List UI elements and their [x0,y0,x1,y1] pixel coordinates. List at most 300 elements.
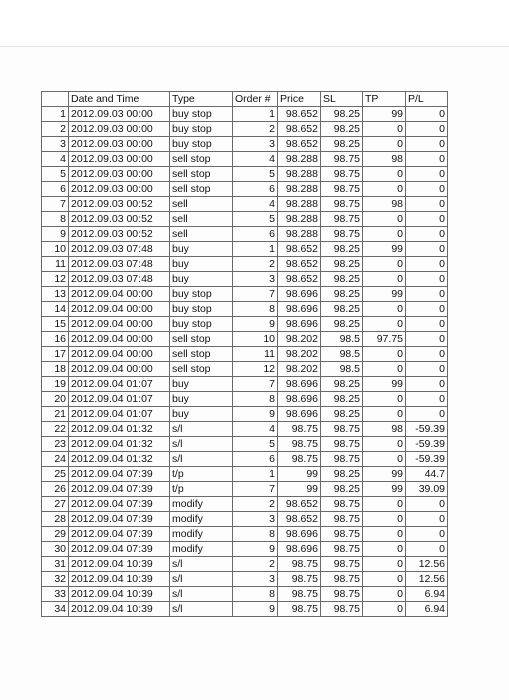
cell-date-time: 2012.09.04 01:07 [69,377,170,392]
cell-pl: 0 [406,242,448,257]
cell-tp: 0 [363,512,406,527]
table-row [42,587,448,602]
cell-type: modify [170,527,233,542]
cell-order-number: 6 [233,182,278,197]
table-row [42,602,448,617]
cell-price: 98.696 [278,302,321,317]
cell-row-index: 2 [42,122,69,137]
cell-pl: 44.7 [406,467,448,482]
cell-tp: 0 [363,392,406,407]
cell-row-index: 18 [42,362,69,377]
cell-date-time: 2012.09.04 00:00 [69,287,170,302]
cell-sl: 98.75 [321,227,363,242]
cell-date-time: 2012.09.04 10:39 [69,587,170,602]
cell-pl: -59.39 [406,422,448,437]
table-row [42,452,448,467]
cell-price: 98.75 [278,557,321,572]
cell-order-number: 1 [233,107,278,122]
cell-type: sell [170,197,233,212]
cell-sl: 98.5 [321,332,363,347]
cell-pl: 0 [406,182,448,197]
cell-sl: 98.5 [321,362,363,377]
cell-date-time: 2012.09.03 07:48 [69,272,170,287]
cell-sl: 98.25 [321,242,363,257]
table-row [42,227,448,242]
cell-pl: 0 [406,542,448,557]
cell-pl: 0 [406,347,448,362]
cell-sl: 98.75 [321,437,363,452]
cell-price: 98.202 [278,332,321,347]
cell-pl: 39.09 [406,482,448,497]
table-row [42,572,448,587]
table-row [42,122,448,137]
cell-price: 98.696 [278,377,321,392]
cell-row-index: 9 [42,227,69,242]
trade-history-table [41,91,448,617]
cell-order-number: 7 [233,287,278,302]
cell-pl: 0 [406,302,448,317]
cell-price: 98.75 [278,587,321,602]
cell-pl: 0 [406,362,448,377]
cell-sl: 98.75 [321,152,363,167]
cell-order-number: 9 [233,542,278,557]
cell-pl: 0 [406,152,448,167]
table-row [42,332,448,347]
cell-price: 98.696 [278,317,321,332]
cell-date-time: 2012.09.03 07:48 [69,242,170,257]
cell-date-time: 2012.09.04 00:00 [69,302,170,317]
cell-sl: 98.25 [321,467,363,482]
cell-pl: 12.56 [406,557,448,572]
table-row [42,287,448,302]
table-row [42,362,448,377]
cell-row-index: 19 [42,377,69,392]
cell-pl: 0 [406,167,448,182]
cell-sl: 98.25 [321,137,363,152]
cell-order-number: 4 [233,422,278,437]
cell-price: 98.75 [278,602,321,617]
header-type: Type [170,92,233,107]
cell-pl: 0 [406,272,448,287]
cell-sl: 98.25 [321,272,363,287]
cell-tp: 0 [363,212,406,227]
cell-price: 98.696 [278,392,321,407]
cell-sl: 98.75 [321,587,363,602]
cell-type: buy stop [170,287,233,302]
cell-price: 98.652 [278,272,321,287]
cell-tp: 0 [363,182,406,197]
header-pl: P/L [406,92,448,107]
table-row [42,317,448,332]
cell-order-number: 1 [233,242,278,257]
cell-date-time: 2012.09.03 00:00 [69,137,170,152]
table-row [42,302,448,317]
cell-sl: 98.5 [321,347,363,362]
table-row [42,107,448,122]
table-row [42,437,448,452]
cell-tp: 99 [363,467,406,482]
cell-sl: 98.75 [321,422,363,437]
cell-row-index: 16 [42,332,69,347]
cell-row-index: 21 [42,407,69,422]
header-tp: TP [363,92,406,107]
table-row [42,197,448,212]
cell-pl: 0 [406,107,448,122]
cell-date-time: 2012.09.04 00:00 [69,362,170,377]
cell-pl: 0 [406,137,448,152]
cell-row-index: 17 [42,347,69,362]
cell-tp: 0 [363,407,406,422]
cell-price: 98.696 [278,527,321,542]
cell-price: 98.75 [278,452,321,467]
cell-row-index: 4 [42,152,69,167]
table-row [42,527,448,542]
cell-price: 98.696 [278,542,321,557]
cell-sl: 98.25 [321,377,363,392]
cell-pl: 12.56 [406,572,448,587]
cell-tp: 98 [363,197,406,212]
cell-date-time: 2012.09.03 00:52 [69,197,170,212]
cell-price: 98.652 [278,122,321,137]
table-row [42,182,448,197]
cell-tp: 0 [363,587,406,602]
cell-type: buy [170,242,233,257]
cell-price: 98.288 [278,212,321,227]
cell-pl: 0 [406,392,448,407]
cell-type: buy [170,272,233,287]
cell-pl: 0 [406,512,448,527]
cell-order-number: 4 [233,152,278,167]
cell-date-time: 2012.09.03 00:00 [69,122,170,137]
cell-order-number: 1 [233,467,278,482]
cell-price: 98.288 [278,227,321,242]
cell-price: 98.202 [278,347,321,362]
cell-tp: 98 [363,422,406,437]
cell-order-number: 7 [233,482,278,497]
cell-type: s/l [170,437,233,452]
table-row [42,242,448,257]
cell-date-time: 2012.09.04 07:39 [69,527,170,542]
cell-type: s/l [170,422,233,437]
cell-type: modify [170,542,233,557]
cell-tp: 99 [363,287,406,302]
cell-tp: 99 [363,107,406,122]
cell-date-time: 2012.09.04 00:00 [69,317,170,332]
cell-pl: -59.39 [406,437,448,452]
cell-order-number: 6 [233,227,278,242]
cell-sl: 98.75 [321,452,363,467]
cell-pl: 0 [406,497,448,512]
table-row [42,482,448,497]
cell-tp: 0 [363,542,406,557]
cell-price: 98.652 [278,242,321,257]
cell-tp: 0 [363,302,406,317]
cell-tp: 0 [363,572,406,587]
cell-type: sell [170,212,233,227]
cell-type: buy stop [170,137,233,152]
cell-type: sell stop [170,332,233,347]
table-row [42,512,448,527]
cell-order-number: 2 [233,257,278,272]
cell-row-index: 23 [42,437,69,452]
cell-tp: 0 [363,527,406,542]
cell-type: s/l [170,452,233,467]
table-row [42,542,448,557]
cell-date-time: 2012.09.03 07:48 [69,257,170,272]
cell-price: 99 [278,482,321,497]
cell-row-index: 3 [42,137,69,152]
cell-tp: 0 [363,272,406,287]
cell-tp: 0 [363,497,406,512]
cell-sl: 98.75 [321,182,363,197]
cell-tp: 0 [363,362,406,377]
cell-row-index: 20 [42,392,69,407]
cell-order-number: 8 [233,587,278,602]
cell-price: 98.75 [278,422,321,437]
cell-pl: 0 [406,122,448,137]
cell-type: t/p [170,482,233,497]
cell-sl: 98.25 [321,392,363,407]
cell-date-time: 2012.09.04 00:00 [69,347,170,362]
cell-date-time: 2012.09.04 01:07 [69,392,170,407]
cell-order-number: 12 [233,362,278,377]
cell-date-time: 2012.09.03 00:00 [69,107,170,122]
table-row [42,392,448,407]
cell-row-index: 22 [42,422,69,437]
cell-tp: 99 [363,377,406,392]
cell-row-index: 11 [42,257,69,272]
cell-pl: 6.94 [406,602,448,617]
cell-pl: 0 [406,332,448,347]
table-row [42,557,448,572]
cell-order-number: 5 [233,212,278,227]
cell-row-index: 10 [42,242,69,257]
cell-date-time: 2012.09.04 01:07 [69,407,170,422]
cell-type: s/l [170,557,233,572]
cell-date-time: 2012.09.03 00:52 [69,212,170,227]
cell-type: sell stop [170,152,233,167]
cell-type: sell stop [170,167,233,182]
cell-row-index: 13 [42,287,69,302]
cell-row-index: 8 [42,212,69,227]
cell-date-time: 2012.09.03 00:00 [69,152,170,167]
header-order-number: Order # [233,92,278,107]
cell-date-time: 2012.09.04 10:39 [69,602,170,617]
cell-order-number: 11 [233,347,278,362]
cell-price: 98.652 [278,497,321,512]
cell-price: 98.288 [278,182,321,197]
cell-date-time: 2012.09.03 00:00 [69,182,170,197]
cell-sl: 98.75 [321,542,363,557]
cell-price: 98.652 [278,257,321,272]
cell-tp: 0 [363,137,406,152]
cell-date-time: 2012.09.04 01:32 [69,452,170,467]
cell-order-number: 8 [233,302,278,317]
cell-sl: 98.25 [321,122,363,137]
cell-row-index: 25 [42,467,69,482]
cell-date-time: 2012.09.04 07:39 [69,542,170,557]
cell-date-time: 2012.09.04 00:00 [69,332,170,347]
cell-sl: 98.75 [321,497,363,512]
table-row [42,422,448,437]
cell-sl: 98.75 [321,557,363,572]
cell-tp: 0 [363,602,406,617]
cell-order-number: 8 [233,392,278,407]
cell-tp: 0 [363,167,406,182]
cell-order-number: 5 [233,437,278,452]
table-row [42,167,448,182]
cell-date-time: 2012.09.04 07:39 [69,482,170,497]
cell-pl: 0 [406,527,448,542]
cell-order-number: 3 [233,272,278,287]
cell-row-index: 30 [42,542,69,557]
cell-sl: 98.75 [321,602,363,617]
cell-price: 98.288 [278,152,321,167]
cell-row-index: 32 [42,572,69,587]
cell-type: buy stop [170,302,233,317]
cell-sl: 98.75 [321,212,363,227]
cell-order-number: 9 [233,407,278,422]
header-row-index [42,92,69,107]
cell-price: 98.652 [278,512,321,527]
cell-date-time: 2012.09.03 00:52 [69,227,170,242]
cell-tp: 0 [363,257,406,272]
cell-type: modify [170,512,233,527]
cell-price: 98.75 [278,437,321,452]
header-row [42,92,448,107]
cell-order-number: 4 [233,197,278,212]
cell-date-time: 2012.09.04 07:39 [69,497,170,512]
cell-price: 98.202 [278,362,321,377]
cell-pl: 0 [406,257,448,272]
cell-pl: 0 [406,227,448,242]
cell-price: 98.288 [278,197,321,212]
cell-order-number: 5 [233,167,278,182]
cell-type: sell stop [170,347,233,362]
table-row [42,407,448,422]
cell-order-number: 9 [233,317,278,332]
cell-order-number: 3 [233,512,278,527]
cell-sl: 98.75 [321,512,363,527]
cell-sl: 98.25 [321,317,363,332]
cell-tp: 98 [363,152,406,167]
table-row [42,257,448,272]
cell-row-index: 24 [42,452,69,467]
cell-sl: 98.25 [321,107,363,122]
cell-pl: 0 [406,317,448,332]
cell-pl: 0 [406,377,448,392]
cell-type: sell stop [170,362,233,377]
cell-date-time: 2012.09.04 01:32 [69,437,170,452]
cell-price: 98.288 [278,167,321,182]
cell-date-time: 2012.09.04 10:39 [69,557,170,572]
cell-pl: 0 [406,407,448,422]
cell-tp: 0 [363,347,406,362]
cell-row-index: 31 [42,557,69,572]
cell-type: s/l [170,602,233,617]
cell-sl: 98.25 [321,407,363,422]
cell-type: buy [170,392,233,407]
cell-row-index: 7 [42,197,69,212]
cell-tp: 0 [363,227,406,242]
cell-row-index: 14 [42,302,69,317]
cell-tp: 99 [363,242,406,257]
cell-price: 98.652 [278,107,321,122]
cell-sl: 98.75 [321,167,363,182]
cell-tp: 97.75 [363,332,406,347]
table-body [42,107,448,617]
table-row [42,152,448,167]
cell-row-index: 33 [42,587,69,602]
cell-sl: 98.25 [321,287,363,302]
cell-pl: 0 [406,212,448,227]
header-sl: SL [321,92,363,107]
cell-type: modify [170,497,233,512]
cell-order-number: 8 [233,527,278,542]
table-row [42,137,448,152]
cell-type: buy [170,407,233,422]
cell-price: 98.75 [278,572,321,587]
table-row [42,497,448,512]
cell-row-index: 29 [42,527,69,542]
header-price: Price [278,92,321,107]
cell-price: 99 [278,467,321,482]
cell-type: buy [170,257,233,272]
header-date-time: Date and Time [69,92,170,107]
cell-price: 98.652 [278,137,321,152]
cell-row-index: 15 [42,317,69,332]
cell-order-number: 2 [233,497,278,512]
cell-date-time: 2012.09.04 07:39 [69,467,170,482]
cell-tp: 0 [363,452,406,467]
cell-sl: 98.25 [321,302,363,317]
cell-pl: -59.39 [406,452,448,467]
cell-tp: 0 [363,557,406,572]
table-row [42,467,448,482]
cell-sl: 98.75 [321,197,363,212]
table-row [42,272,448,287]
cell-type: buy stop [170,107,233,122]
cell-date-time: 2012.09.04 10:39 [69,572,170,587]
cell-price: 98.696 [278,287,321,302]
cell-row-index: 12 [42,272,69,287]
cell-type: s/l [170,587,233,602]
cell-tp: 0 [363,437,406,452]
cell-sl: 98.75 [321,527,363,542]
cell-order-number: 3 [233,137,278,152]
cell-sl: 98.25 [321,482,363,497]
cell-tp: 99 [363,482,406,497]
cell-row-index: 26 [42,482,69,497]
cell-order-number: 2 [233,122,278,137]
cell-date-time: 2012.09.04 07:39 [69,512,170,527]
table-row [42,377,448,392]
cell-pl: 6.94 [406,587,448,602]
table-row [42,347,448,362]
cell-type: sell [170,227,233,242]
cell-type: buy stop [170,122,233,137]
cell-date-time: 2012.09.03 00:00 [69,167,170,182]
cell-pl: 0 [406,287,448,302]
scan-top-edge [0,0,509,47]
cell-sl: 98.25 [321,257,363,272]
table-row [42,212,448,227]
cell-date-time: 2012.09.04 01:32 [69,422,170,437]
cell-order-number: 6 [233,452,278,467]
cell-order-number: 10 [233,332,278,347]
cell-row-index: 5 [42,167,69,182]
cell-tp: 0 [363,317,406,332]
